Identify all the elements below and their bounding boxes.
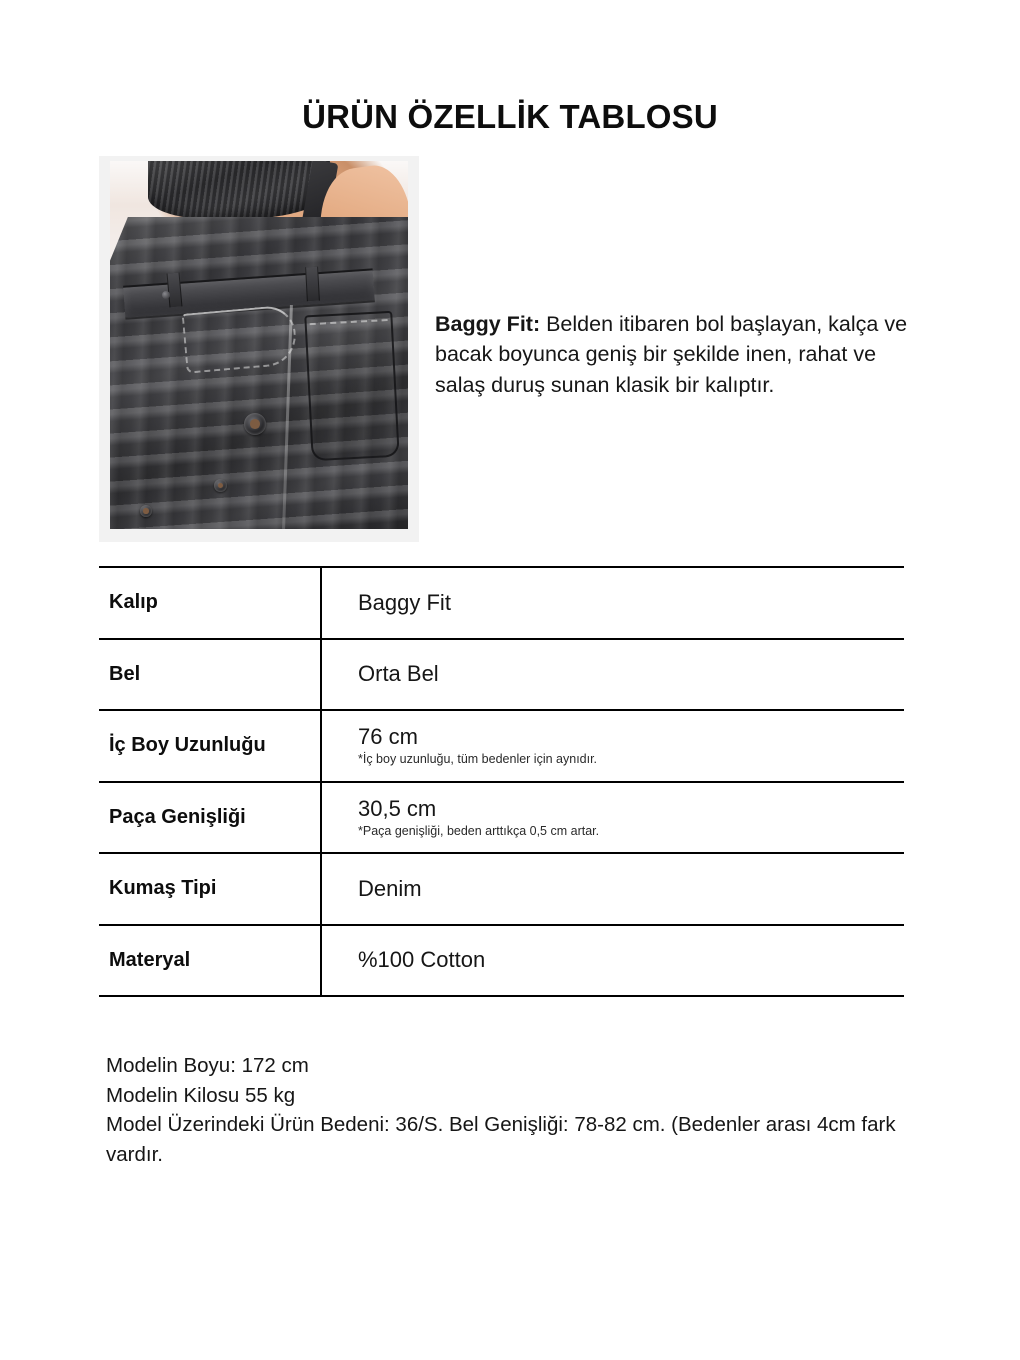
jeans-eyelet-icon: [214, 479, 227, 492]
model-height: Modelin Boyu: 172 cm: [106, 1054, 309, 1077]
jeans-rivet: [162, 291, 170, 299]
jeans-belt-loop: [305, 267, 320, 302]
spec-label-kumas-tipi: Kumaş Tipi: [99, 853, 321, 925]
table-row: [99, 853, 904, 925]
table-row: [99, 639, 904, 711]
spec-label-ic-boy-uzunlugu: İç Boy Uzunluğu: [99, 710, 321, 782]
product-photo-image: [110, 161, 408, 529]
spec-label-materyal: Materyal: [99, 925, 321, 997]
spec-value-note: *İç boy uzunluğu, tüm bedenler için aynıdır.: [358, 752, 598, 767]
spec-value-ic-boy-uzunlugu: [321, 710, 904, 782]
table-row: [99, 782, 904, 854]
product-photo: [99, 156, 419, 542]
fit-description-body: Belden itibaren bol başlayan, kalça ve bacak boyunca geniş bir şekilde inen, rahat ve salaş duruş sunan klasik bir kalıptır.: [435, 311, 908, 397]
spec-value-kalip: [321, 567, 904, 639]
table-row: [99, 567, 904, 639]
page-title: ÜRÜN ÖZELLİK TABLOSU: [302, 98, 718, 135]
spec-value-kumas-tipi: [321, 853, 904, 925]
jeans-front-pocket: [182, 304, 299, 374]
table-row: [99, 710, 904, 782]
model-worn-size: Model Üzerindeki Ürün Bedeni: 36/S. Bel Genişliği: 78-82 cm. (Bedenler arası 4cm fark vardır.: [106, 1113, 902, 1166]
spec-value-main: 76 cm: [358, 724, 418, 750]
model-weight: Modelin Kilosu 55 kg: [106, 1083, 296, 1107]
spec-table: [99, 566, 904, 997]
spec-label-paca-genisligi: Paça Genişliği: [99, 782, 321, 854]
fit-description: [435, 309, 913, 401]
jeans-eyelet-icon: [244, 413, 266, 435]
spec-value-main: Baggy Fit: [358, 589, 451, 615]
spec-value-note: *Paça genişliği, beden arttıkça 0,5 cm artar.: [358, 823, 600, 838]
spec-label-bel: Bel: [99, 639, 321, 711]
jeans-eyelet-icon: [140, 505, 152, 517]
spec-label-kalip: Kalıp: [99, 567, 321, 639]
denim-jeans: [110, 217, 408, 529]
jeans-belt-loop: [167, 272, 183, 307]
spec-value-materyal: [321, 925, 904, 997]
table-row: [99, 925, 904, 997]
jeans-back-pocket: [304, 311, 400, 461]
spec-value-main: Orta Bel: [358, 661, 439, 687]
spec-value-main: 30,5 cm: [358, 795, 437, 821]
spec-value-main: Denim: [358, 875, 422, 901]
model-info: [106, 1051, 902, 1169]
fit-description-lead: Baggy Fit:: [435, 311, 541, 336]
spec-value-main: %100 Cotton: [358, 947, 486, 973]
spec-value-paca-genisligi: [321, 782, 904, 854]
spec-value-bel: [321, 639, 904, 711]
